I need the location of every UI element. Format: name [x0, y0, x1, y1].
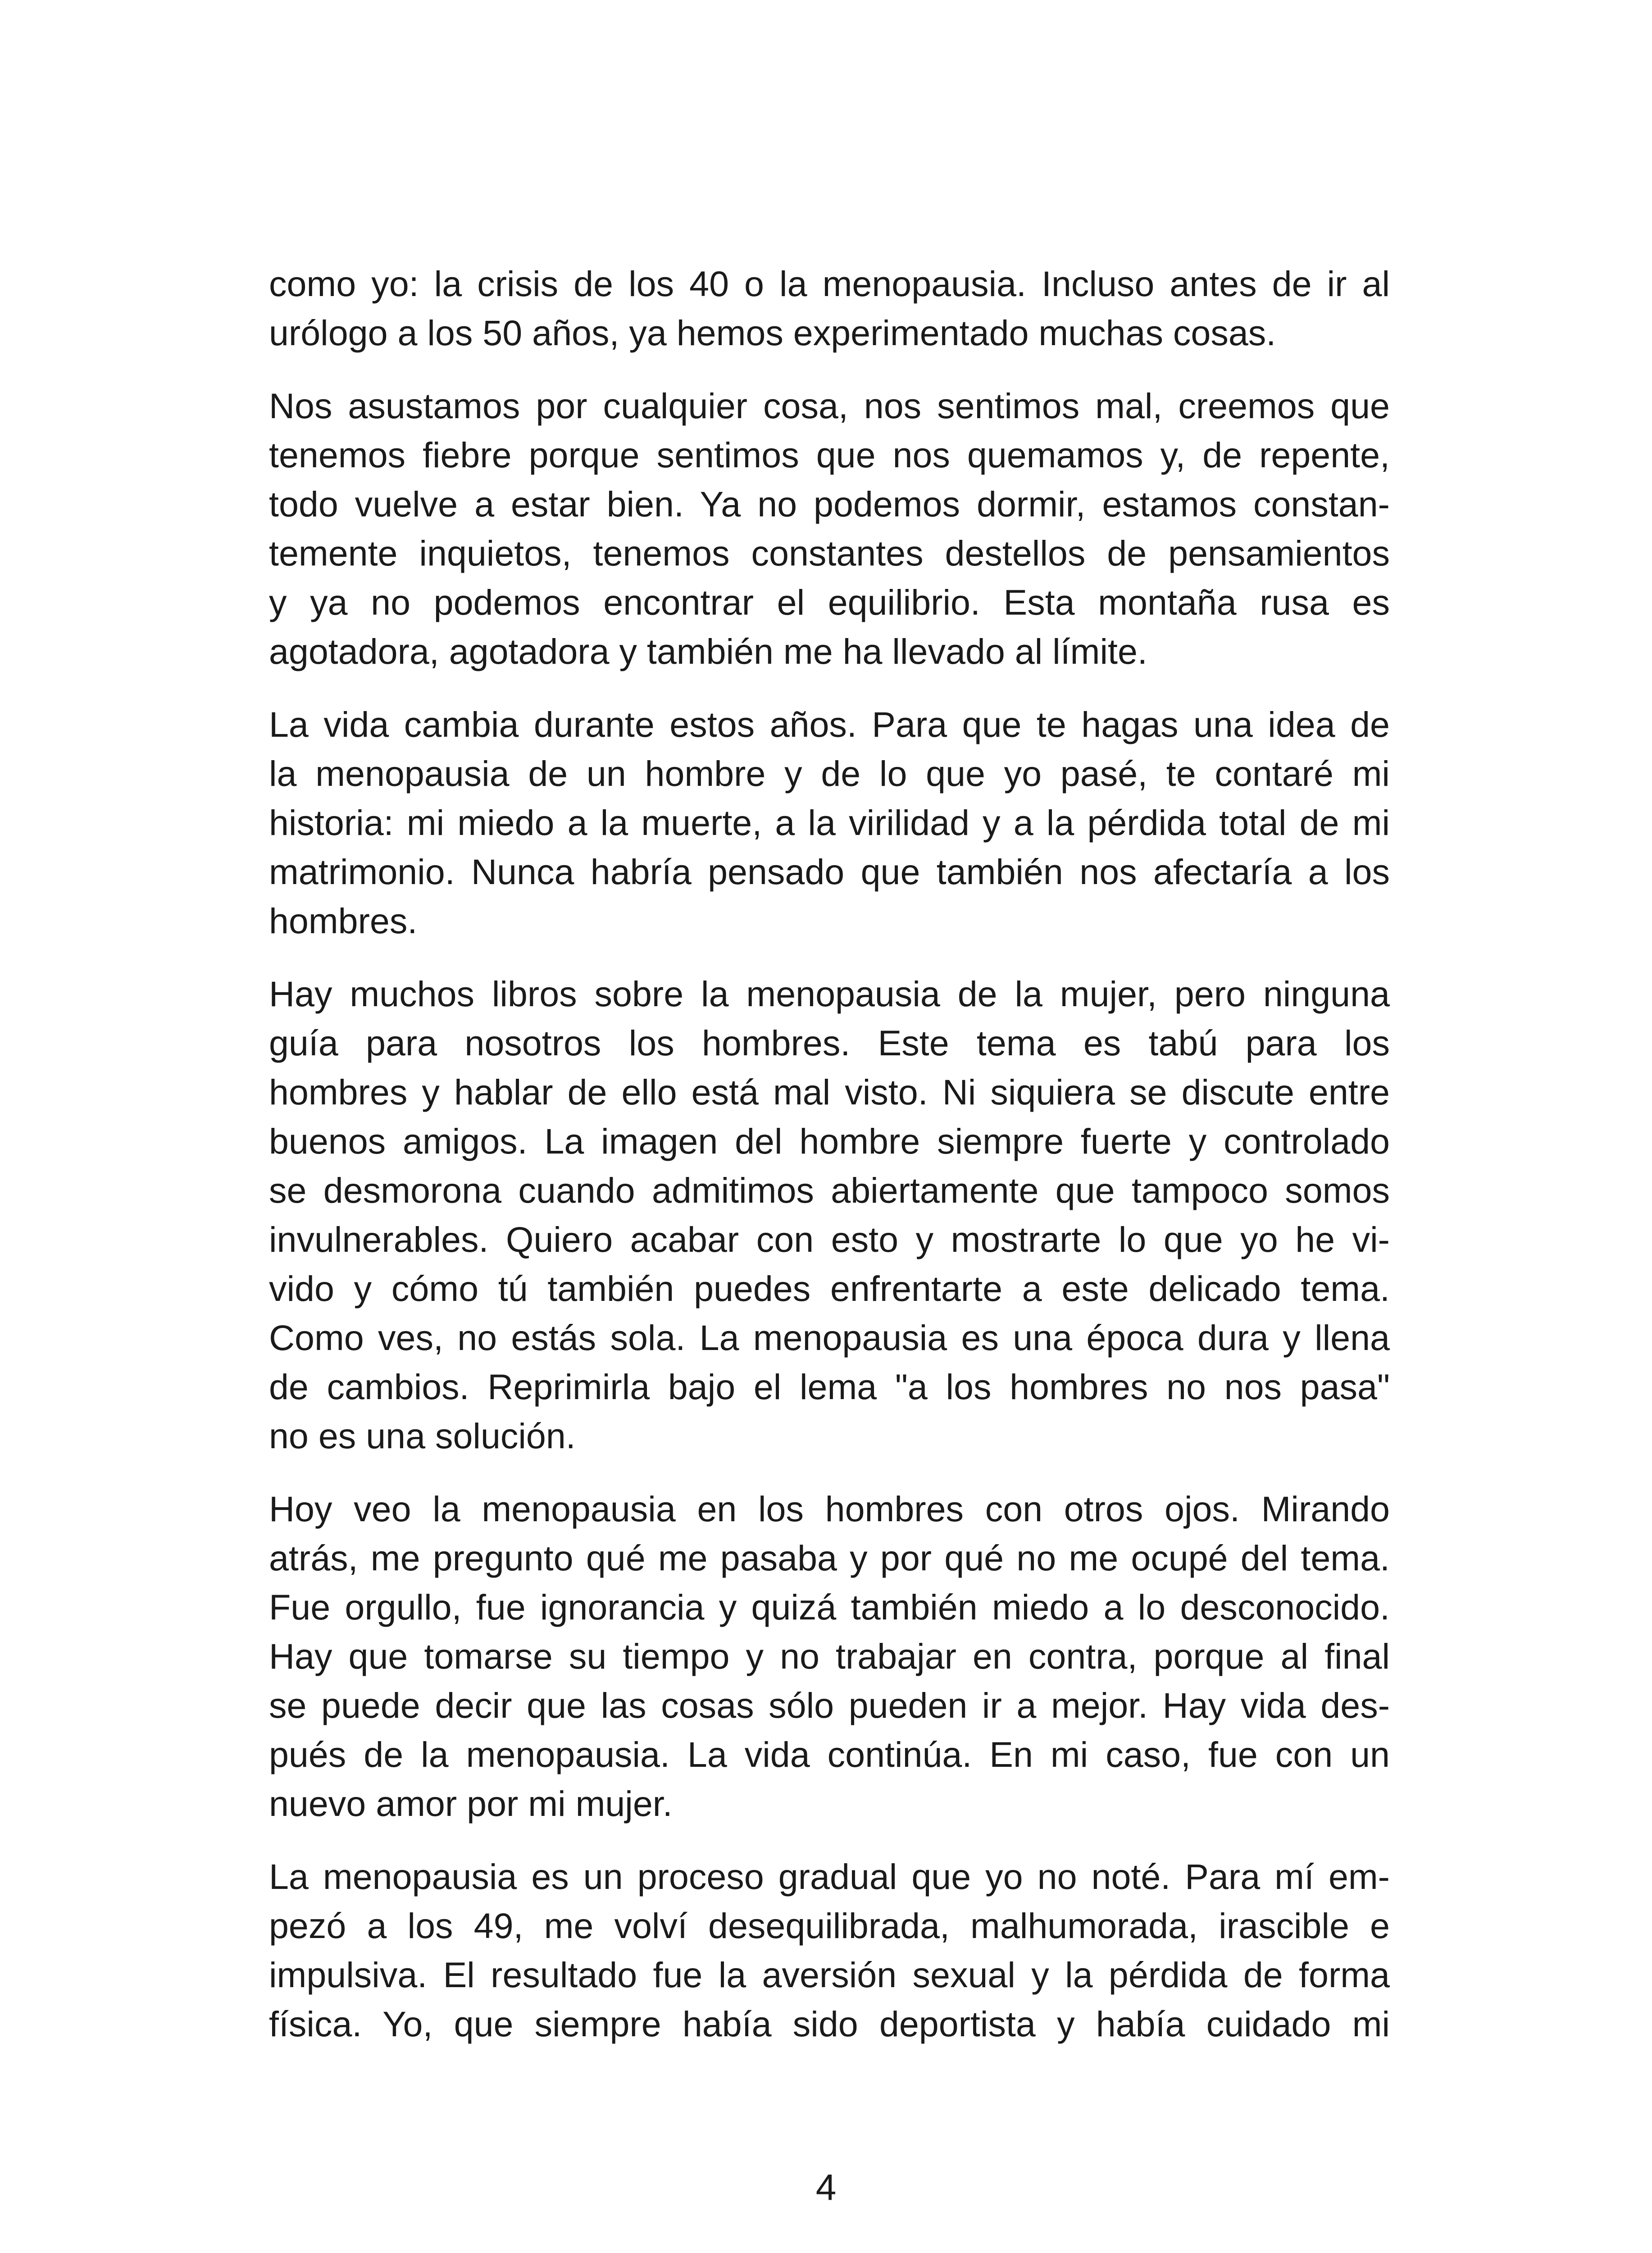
- text-line: física. Yo, que siempre había sido deportista y había cuidado mi: [269, 2004, 1390, 2044]
- text-line: Como ves, no estás sola. La menopausia es una época dura y llena: [269, 1318, 1390, 1358]
- text-line: Fue orgullo, fue ignorancia y quizá también miedo a lo desconocido.: [269, 1587, 1390, 1627]
- page-number: 4: [815, 2167, 837, 2208]
- text-line: urólogo a los 50 años, ya hemos experimentado muchas cosas.: [269, 313, 1276, 353]
- paragraph-1: [269, 259, 1390, 357]
- text-line: Hoy veo la menopausia en los hombres con otros ojos. Mirando: [269, 1489, 1390, 1529]
- text-line: pués de la menopausia. La vida continúa. En mi caso, fue con un: [269, 1734, 1390, 1774]
- text-line: como yo: la crisis de los 40 o la menopausia. Incluso antes de ir al: [269, 264, 1390, 304]
- text-line: la menopausia de un hombre y de lo que yo pasé, te contaré mi: [269, 753, 1390, 794]
- text-line: hombres.: [269, 901, 418, 941]
- text-line: tenemos fiebre porque sentimos que nos quemamos y, de repente,: [269, 435, 1390, 475]
- text-line: agotadora, agotadora y también me ha llevado al límite.: [269, 631, 1147, 671]
- text-line: se desmorona cuando admitimos abiertamente que tampoco somos: [269, 1170, 1390, 1210]
- text-line: pezó a los 49, me volví desequilibrada, malhumorada, irascible e: [269, 1906, 1390, 1946]
- text-line: todo vuelve a estar bien. Ya no podemos dormir, estamos constan-: [269, 484, 1390, 524]
- text-line: temente inquietos, tenemos constantes destellos de pensamientos: [269, 533, 1390, 573]
- text-line: invulnerables. Quiero acabar con esto y mostrarte lo que yo he vi-: [269, 1219, 1390, 1259]
- text-line: impulsiva. El resultado fue la aversión sexual y la pérdida de forma: [269, 1955, 1390, 1995]
- paragraph-6: [269, 1852, 1390, 2048]
- text-line: y ya no podemos encontrar el equilibrio. Esta montaña rusa es: [269, 582, 1390, 622]
- text-line: historia: mi miedo a la muerte, a la virilidad y a la pérdida total de mi: [269, 803, 1390, 843]
- text-line: Hay que tomarse su tiempo y no trabajar en contra, porque al final: [269, 1636, 1390, 1676]
- text-line: hombres y hablar de ello está mal visto. Ni siquiera se discute entre: [269, 1072, 1390, 1112]
- paragraph-5: [269, 1484, 1390, 1828]
- text-line: no es una solución.: [269, 1416, 576, 1456]
- paragraph-3: [269, 700, 1390, 945]
- text-line: se puede decir que las cosas sólo pueden ir a mejor. Hay vida des-: [269, 1685, 1390, 1725]
- text-line: nuevo amor por mi mujer.: [269, 1783, 673, 1824]
- paragraph-2: [269, 381, 1390, 676]
- paragraph-4: [269, 969, 1390, 1460]
- text-line: guía para nosotros los hombres. Este tema es tabú para los: [269, 1023, 1390, 1063]
- text-line: La menopausia es un proceso gradual que yo no noté. Para mí em-: [269, 1856, 1390, 1897]
- text-line: buenos amigos. La imagen del hombre siempre fuerte y controlado: [269, 1121, 1390, 1161]
- body-text: [269, 259, 1390, 2072]
- text-line: vido y cómo tú también puedes enfrentarte a este delicado tema.: [269, 1268, 1390, 1309]
- text-line: atrás, me pregunto qué me pasaba y por qué no me ocupé del tema.: [269, 1538, 1390, 1578]
- text-line: Hay muchos libros sobre la menopausia de la mujer, pero ninguna: [269, 974, 1390, 1014]
- text-line: Nos asustamos por cualquier cosa, nos sentimos mal, creemos que: [269, 386, 1390, 426]
- text-line: de cambios. Reprimirla bajo el lema "a los hombres no nos pasa": [269, 1367, 1390, 1407]
- text-line: La vida cambia durante estos años. Para que te hagas una idea de: [269, 704, 1390, 744]
- text-line: matrimonio. Nunca habría pensado que también nos afectaría a los: [269, 852, 1390, 892]
